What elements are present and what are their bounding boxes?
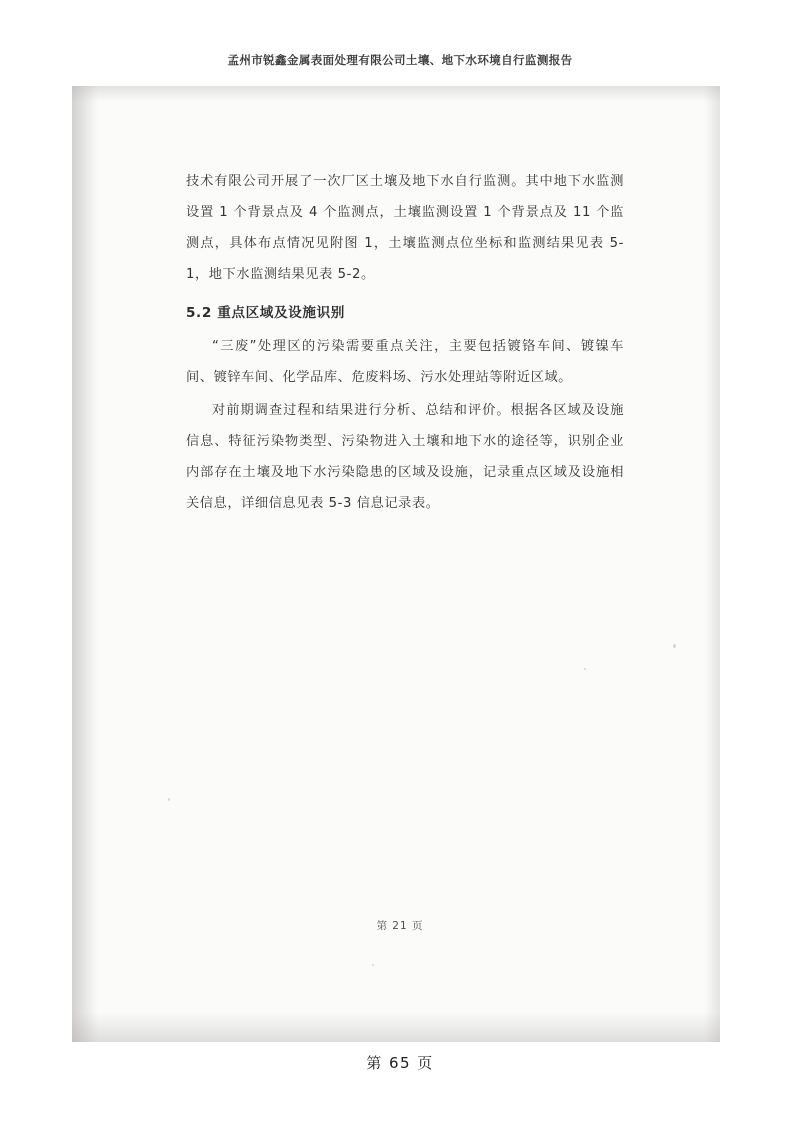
paragraph-identification-process: 对前期调查过程和结果进行分析、总结和评价。根据各区域及设施信息、特征污染物类型、污染物进入土壤和地下水的途径等，识别企业内部存在土壤及地下水污染隐患的区域及设施，记录重点区域及设施相关信息，详细信息见表 5-3 信息记录表。: [186, 403, 624, 511]
sheet-right-shading: [704, 86, 720, 1042]
scan-speck: [584, 668, 586, 670]
scan-speck: [372, 964, 374, 966]
sheet-bottom-shading: [72, 1012, 720, 1042]
document-body: [186, 166, 624, 521]
running-header: 孟州市锐鑫金属表面处理有限公司土壤、地下水环境自行监测报告: [227, 53, 573, 67]
scan-speck: [673, 644, 676, 648]
inner-page-number: 第 21 页: [376, 920, 424, 932]
outer-page-number: 第 65 页: [366, 1054, 434, 1072]
paragraph-key-areas: “三废”处理区的污染需要重点关注，主要包括镀铬车间、镀镍车间、镀锌车间、化学品库、危废料场、污水处理站等附近区域。: [186, 339, 624, 385]
section-heading-5-2: 5.2 重点区域及设施识别: [186, 305, 345, 321]
scan-speck: [168, 798, 170, 801]
paragraph-monitoring-summary: 技术有限公司开展了一次厂区土壤及地下水自行监测。其中地下水监测设置 1 个背景点及 4 个监测点，土壤监测设置 1 个背景点及 11 个监测点，具体布点情况见附图 1，土壤监测点位坐标和监测结果见表 5-1，地下水监测结果见表 5-2。: [186, 174, 624, 282]
